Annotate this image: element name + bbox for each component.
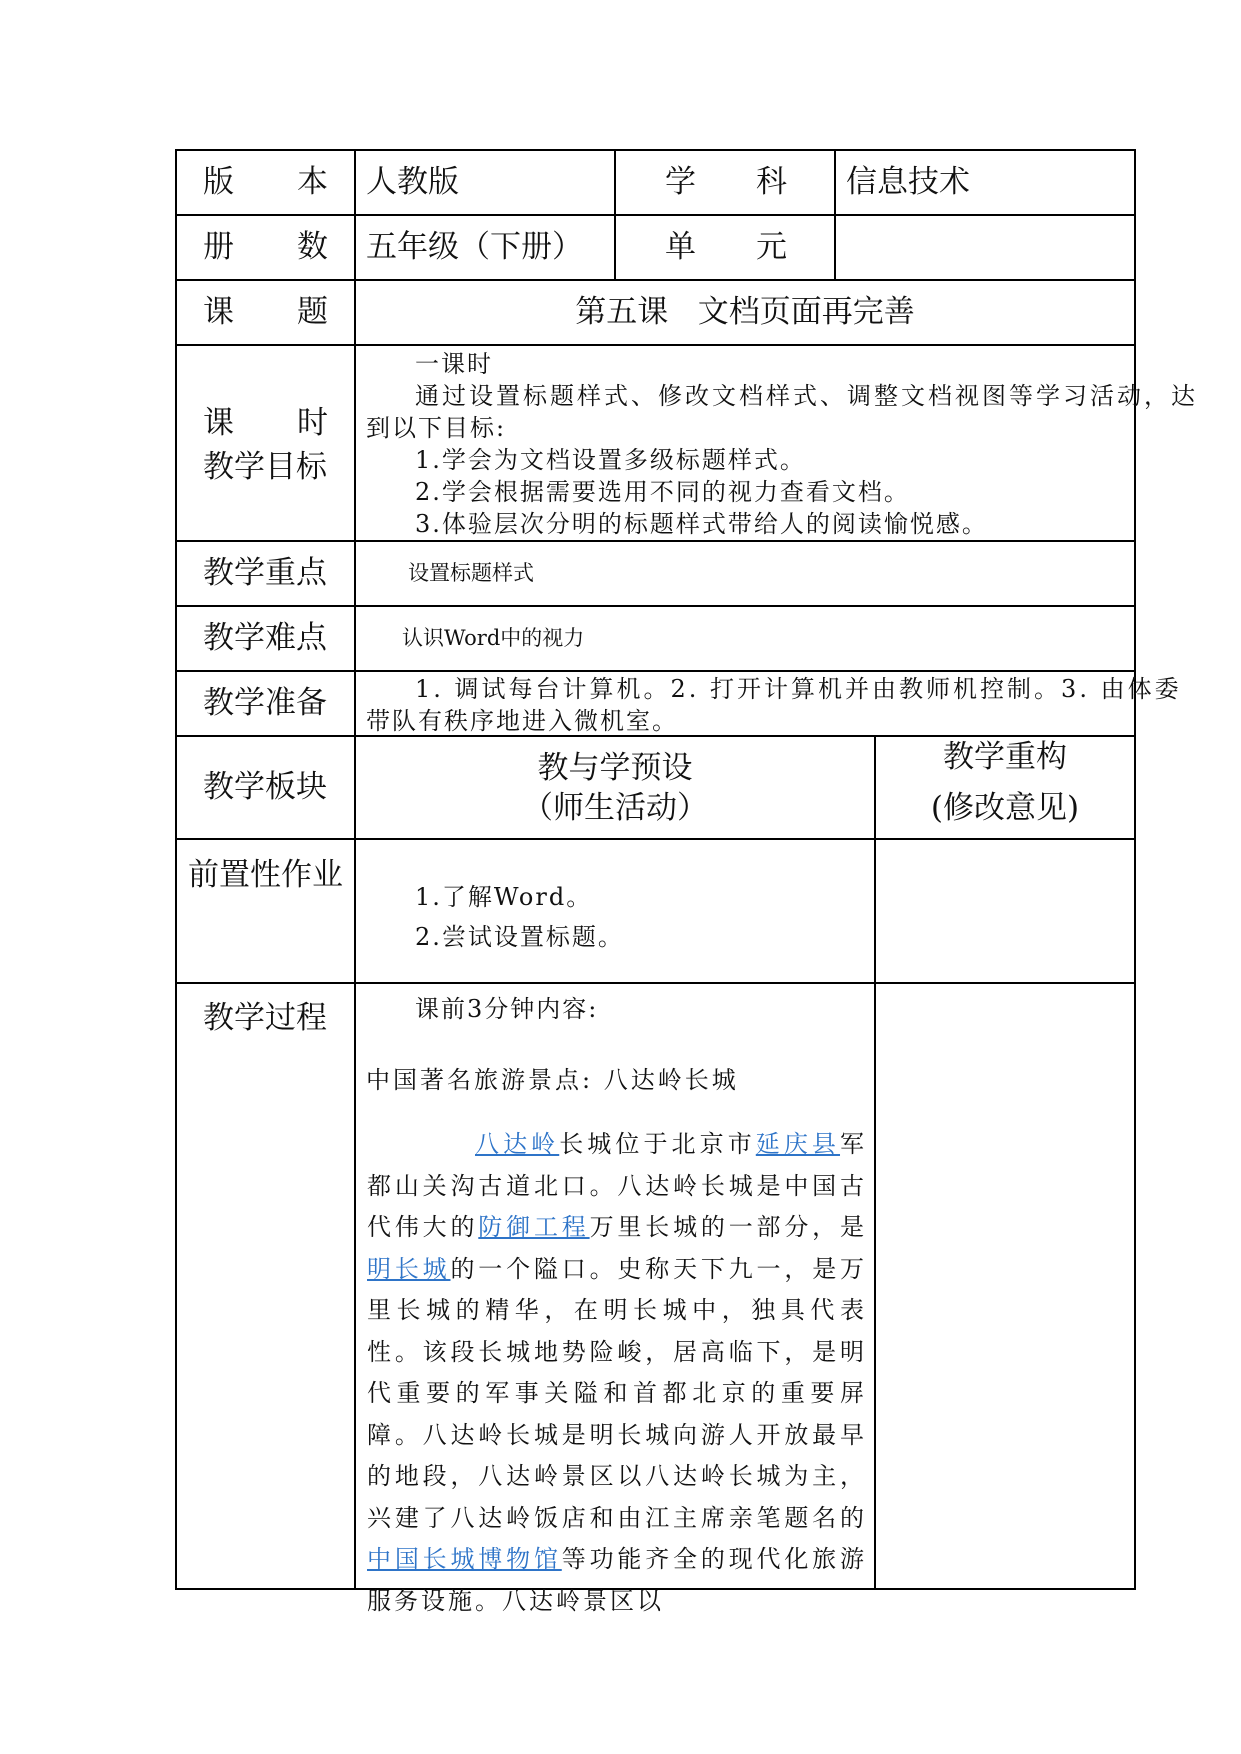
homework-label: 前置性作业 [188, 857, 343, 893]
para-text: 军都山关沟古道北口。八达岭长城是中国古代伟大的 [367, 1130, 868, 1241]
process-label: 教学过程 [203, 1000, 327, 1036]
lesson-label-char: 题 [297, 294, 328, 330]
unit-label-char: 单 [665, 229, 696, 265]
design-heading: 教与学预设 [537, 750, 693, 786]
subject-value: 信息技术 [846, 164, 970, 200]
goal-line: 1.学会为文档设置多级标题样式。 [415, 446, 806, 474]
row-divider [175, 670, 1136, 672]
key-point-label: 教学重点 [203, 555, 327, 591]
link-badaling[interactable]: 八达岭 [475, 1130, 560, 1158]
table-border-right [1134, 149, 1136, 1590]
para-text: 万里长城的一部分，是 [589, 1213, 868, 1241]
key-point-value: 设置标题样式 [408, 561, 534, 585]
goal-line: 2.学会根据需要选用不同的视力查看文档。 [415, 478, 910, 506]
row-divider [175, 540, 1136, 542]
edition-label-char: 版 [203, 164, 234, 200]
edition-label-char: 本 [297, 164, 328, 200]
link-defense-project[interactable]: 防御工程 [478, 1213, 590, 1241]
subject-label-char: 学 [665, 164, 696, 200]
row-divider [175, 279, 1136, 281]
difficulty-label: 教学难点 [203, 620, 327, 656]
row-divider [175, 214, 1136, 216]
column-divider [834, 149, 836, 281]
column-divider [874, 735, 876, 1590]
blocks-label: 教学板块 [203, 769, 327, 805]
para-text: 的一个隘口。史称天下九一，是万里长城的精华，在明长城中，独具代表性。该段长城地势险峻，居高临下，是明代重要的军事关隘和首都北京的重要屏障。八达岭长城是明长城向游人开放最早的地段，八达岭景区以八达岭长城为主，兴建了八达岭饭店和由江主席亲笔题名的 [367, 1254, 868, 1532]
goal-line: 到以下目标: [366, 414, 507, 442]
process-intro: 课前3分钟内容: [415, 995, 599, 1023]
volume-label [203, 227, 328, 267]
column-divider [614, 149, 616, 281]
para-text: 等功能齐全的现代化旅游服务设施。八达岭景区以 [367, 1545, 868, 1615]
row-divider [175, 344, 1136, 346]
row-divider [175, 838, 1136, 840]
goal-line: 通过设置标题样式、修改文档样式、调整文档视图等学习活动，达 [415, 382, 1198, 410]
table-column-divider [354, 149, 356, 1590]
lesson-label [203, 292, 328, 332]
goals-label-char: 课 [203, 405, 234, 441]
lesson-label-char: 课 [203, 294, 234, 330]
difficulty-value: 认识Word中的视力 [402, 626, 585, 650]
homework-item: 1.了解Word。 [415, 883, 593, 911]
edition-label [203, 162, 328, 202]
row-divider [175, 605, 1136, 607]
link-ming-great-wall[interactable]: 明长城 [367, 1254, 451, 1283]
row-divider [175, 982, 1136, 984]
volume-label-char: 数 [297, 229, 328, 265]
process-paragraph [367, 1124, 867, 1622]
rebuild-heading: 教学重构 [943, 739, 1067, 775]
lesson-title: 第五课 文档页面再完善 [575, 294, 915, 330]
subject-label [665, 162, 787, 202]
table-border-left [175, 149, 177, 1590]
preparation-label: 教学准备 [203, 685, 327, 721]
goals-label-line2: 教学目标 [203, 449, 327, 485]
preparation-line: 1. 调试每台计算机。2. 打开计算机并由教师机控制。3. 由体委 [415, 675, 1182, 703]
rebuild-subheading: (修改意见) [930, 790, 1080, 826]
subject-label-char: 科 [756, 164, 787, 200]
table-border-top [175, 149, 1136, 151]
link-great-wall-museum[interactable]: 中国长城博物馆 [367, 1545, 562, 1573]
process-heading: 中国著名旅游景点: 八达岭长城 [366, 1066, 739, 1094]
homework-item: 2.尝试设置标题。 [415, 923, 624, 951]
preparation-line: 带队有秩序地进入微机室。 [366, 707, 678, 735]
goal-line: 一课时 [415, 350, 493, 378]
volume-value: 五年级（下册） [366, 229, 583, 265]
link-yanqing[interactable]: 延庆县 [755, 1130, 841, 1158]
goals-label-line1 [203, 403, 328, 443]
unit-label [665, 227, 787, 267]
goal-line: 3.体验层次分明的标题样式带给人的阅读愉悦感。 [415, 510, 988, 538]
unit-label-char: 元 [756, 229, 787, 265]
design-subheading: （师生活动） [522, 790, 708, 826]
edition-value: 人教版 [366, 164, 459, 200]
para-text: 长城位于北京市 [559, 1130, 756, 1158]
goals-label-char: 时 [297, 405, 328, 441]
volume-label-char: 册 [203, 229, 234, 265]
